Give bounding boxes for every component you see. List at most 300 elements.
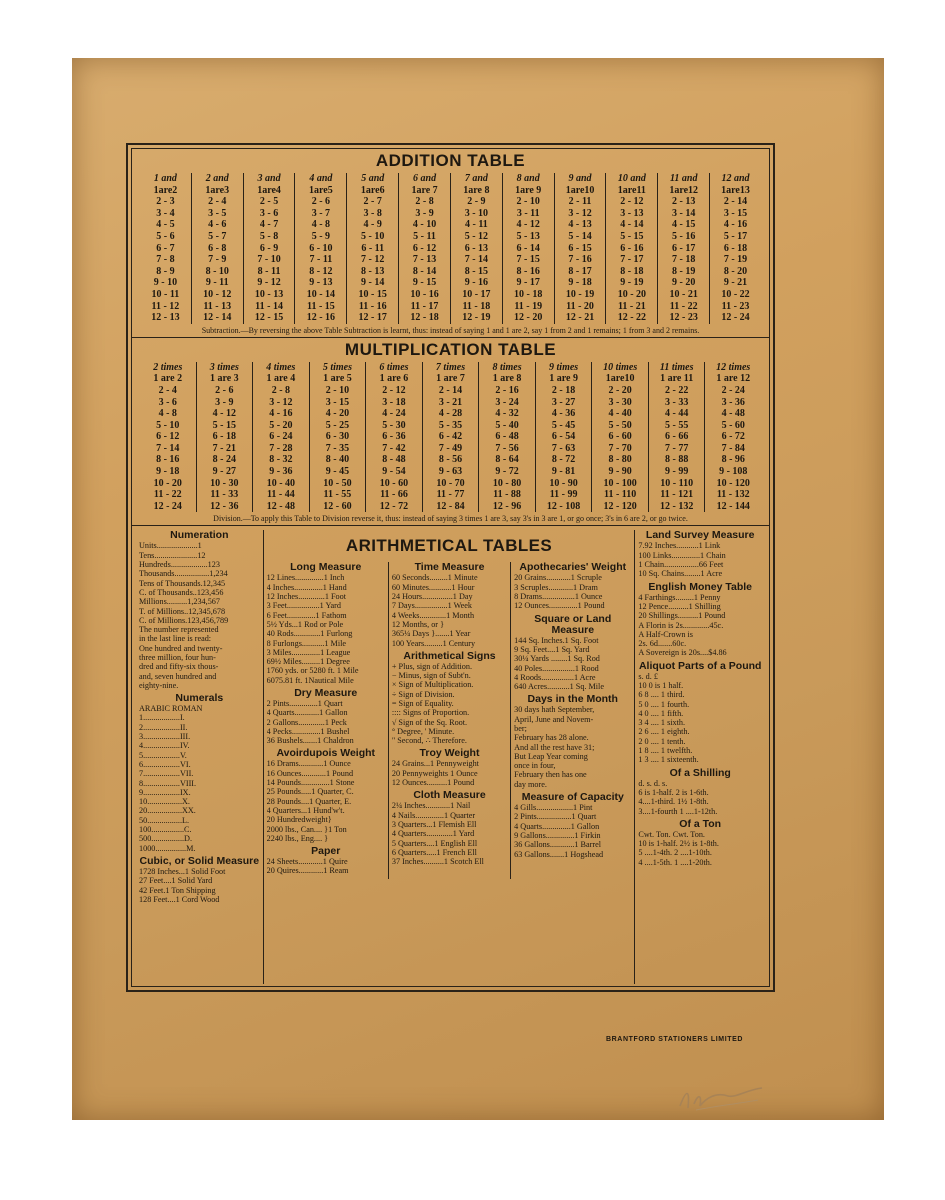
section-line: 50.................L. (139, 815, 190, 825)
addition-column (191, 173, 243, 324)
section-title: Measure of Capacity (521, 791, 624, 804)
multiplication-table (140, 362, 761, 513)
addition-cell: 9 - 15 (412, 277, 437, 289)
addition-column (398, 173, 450, 324)
section-title: English Money Table (648, 580, 753, 593)
multiplication-cell: 2 - 10 (325, 384, 350, 396)
addition-cell: 6 - 18 (723, 242, 748, 254)
addition-cell: 4 - 14 (620, 219, 644, 231)
section-line: 4 Quarts..............1 Gallon (514, 821, 600, 831)
section-title: Cubic, or Solid Measure (139, 854, 260, 867)
measure-column-3 (510, 562, 634, 878)
addition-column (243, 173, 295, 324)
addition-cell: 11 - 20 (566, 300, 594, 312)
addition-column-head: 12 and (721, 173, 750, 184)
arithmetical-title: ARITHMETICAL TABLES (345, 536, 553, 556)
addition-cell: 7 - 19 (723, 254, 748, 266)
section-line: 12 Ounces..........1 Pound (391, 778, 475, 788)
section-line: 1 8 .... 1 twelfth. (638, 746, 693, 756)
addition-cell: 11 - 23 (721, 300, 750, 312)
multiplication-column-head: 12 times (716, 361, 751, 373)
multiplication-cell: 9 - 63 (438, 466, 463, 478)
addition-cell: 9 - 10 (153, 277, 178, 289)
section-line: 8 Furlongs...........1 Mile (266, 638, 347, 648)
addition-cell: 2 - 11 (568, 196, 592, 208)
section-line: 4 Pecks..............1 Bushel (266, 726, 350, 736)
multiplication-column (196, 362, 253, 513)
addition-cell: 7 - 17 (620, 254, 644, 266)
multiplication-cell: 7 - 49 (438, 442, 463, 454)
section-line: 12 Ounces..............1 Pound (514, 601, 605, 611)
multiplication-cell: 11 - 99 (549, 489, 578, 501)
section-line: 63 Gallons.......1 Hogshead (514, 849, 604, 859)
section-line: ÷ Sign of Division. (391, 689, 455, 699)
addition-cell: 1are4 (257, 184, 281, 196)
section-line: 10 Sq. Chains........1 Acre (638, 569, 723, 579)
handwritten-mark (676, 1080, 766, 1114)
section-line: 500................D. (139, 834, 192, 844)
multiplication-cell: 6 - 42 (438, 431, 463, 443)
section-line: But Leap Year coming (514, 751, 588, 761)
section-line: :::: Signs of Proportion. (391, 708, 470, 718)
addition-column (450, 173, 502, 324)
addition-cell: 12 - 18 (410, 312, 439, 324)
section-line: 7.92 Inches...........1 Link (638, 541, 721, 551)
addition-cell: 7 - 16 (568, 254, 592, 266)
addition-cell: 6 - 14 (516, 242, 540, 254)
multiplication-cell: 4 - 44 (665, 408, 689, 420)
multiplication-cell: 1 are 4 (266, 373, 296, 385)
multiplication-cell: 10 - 60 (379, 477, 409, 489)
section-line: × Sign of Multiplication. (391, 680, 474, 690)
table-section (638, 582, 762, 658)
addition-cell: 10 - 15 (358, 288, 387, 300)
section-title: Square or Land Measure (534, 612, 612, 636)
addition-cell: 10 - 18 (514, 288, 543, 300)
multiplication-cell: 2 - 20 (608, 384, 632, 396)
addition-cell: 11 - 21 (617, 300, 646, 312)
tables-inner (131, 148, 770, 987)
multiplication-cell: 8 - 96 (721, 454, 745, 466)
section-line: ARABIC ROMAN (139, 704, 203, 714)
section-line: 640 Acres...........1 Sq. Mile (514, 682, 604, 692)
section-line: 2 Pints.................1 Quart (514, 812, 597, 822)
addition-cell: 5 - 12 (464, 230, 489, 242)
addition-cell: 10 - 14 (306, 288, 336, 300)
addition-cell: 10 - 13 (254, 288, 284, 300)
section-line: 12 Months, or } (391, 619, 445, 629)
section-line: 16 Drams............1 Ounce (266, 759, 351, 769)
table-section (392, 562, 507, 647)
addition-cell: 6 - 13 (464, 242, 489, 254)
section-line: 4 Gills..................1 Pint (514, 803, 593, 813)
multiplication-cell: 7 - 14 (156, 442, 180, 454)
multiplication-cell: 4 - 24 (382, 408, 406, 420)
multiplication-cell: 1 are 3 (209, 373, 239, 385)
multiplication-cell: 9 - 45 (325, 466, 350, 478)
addition-cell: 10 - 19 (565, 288, 595, 300)
multiplication-cell: 2 - 4 (158, 384, 177, 396)
multiplication-cell: 7 - 21 (212, 442, 236, 454)
section-line: 9 Sq. Feet....1 Sq. Yard (514, 644, 590, 654)
subtraction-note: Subtraction.—By reversing the above Table Subtraction is learnt, thus: instead of saying 1 and 1 are 2, say 1 from 2 and 1 remains; 1 from 3 and 2 remains. (132, 324, 769, 338)
section-line: 3....1-fourth 1 ....1-12th. (638, 806, 718, 816)
section-line: eighty-nine. (139, 680, 179, 690)
section-line: day more. (514, 779, 547, 789)
multiplication-column-head: 7 times (435, 361, 466, 373)
addition-cell: 5 - 14 (568, 230, 592, 242)
addition-cell: 10 - 21 (669, 288, 698, 300)
section-line: 1760 yds. or 5280 ft. 1 Mile (266, 666, 359, 676)
multiplication-cell: 6 - 60 (608, 431, 632, 443)
addition-cell: 6 - 15 (568, 242, 592, 254)
multiplication-cell: 3 - 36 (721, 396, 745, 408)
table-section (392, 748, 507, 787)
multiplication-cell: 11 - 33 (210, 489, 239, 501)
measure-column-1 (264, 562, 388, 878)
multiplication-cell: 11 - 121 (660, 489, 694, 501)
section-line: " Second, ∴ Therefore. (391, 736, 467, 746)
multiplication-cell: 7 - 28 (269, 442, 293, 454)
addition-column-head: 4 and (309, 173, 333, 184)
multiplication-cell: 5 - 15 (212, 419, 236, 431)
addition-cell: 5 - 17 (723, 230, 748, 242)
addition-cell: 5 - 7 (208, 230, 227, 242)
addition-cell: 9 - 20 (672, 277, 696, 289)
section-title: Aliquot Parts of a Pound (638, 659, 762, 672)
multiplication-cell: 12 - 24 (153, 500, 182, 512)
multiplication-cell: 4 - 48 (721, 408, 745, 420)
section-line: 7..................VII. (139, 769, 194, 779)
multiplication-cell: 4 - 32 (495, 408, 519, 420)
multiplication-column-head: 2 times (153, 361, 183, 373)
section-line: 25 Pounds.....1 Quarter, C. (266, 787, 354, 797)
addition-cell: 12 - 17 (358, 312, 387, 324)
table-section (267, 846, 385, 876)
addition-cell: 6 - 16 (620, 242, 644, 254)
addition-cell: 3 - 15 (723, 207, 748, 219)
section-line: 4 Roods................1 Acre (514, 672, 596, 682)
addition-cell: 1are 7 (411, 184, 438, 196)
addition-cell: 3 - 11 (516, 207, 540, 219)
addition-cell: 7 - 9 (208, 254, 227, 266)
multiplication-cell: 8 - 64 (495, 454, 519, 466)
addition-cell: 9 - 21 (723, 277, 748, 289)
addition-cell: 11 - 12 (151, 300, 180, 312)
addition-cell: 9 - 19 (620, 277, 644, 289)
multiplication-cell: 11 - 77 (436, 489, 465, 501)
multiplication-cell: 5 - 20 (269, 419, 293, 431)
section-title: Troy Weight (419, 747, 480, 760)
addition-cell: 10 - 12 (203, 288, 232, 300)
multiplication-cell: 7 - 42 (382, 442, 406, 454)
section-line: 100 Years.........1 Century (391, 638, 476, 648)
table-section (139, 856, 260, 904)
table-section (139, 530, 260, 690)
section-line: 60 Seconds.........1 Minute (391, 573, 478, 583)
addition-column (657, 173, 709, 324)
section-line: 4 0 .... 1 fifth. (638, 708, 684, 718)
multiplication-cell: 3 - 33 (665, 396, 689, 408)
section-line: 8 Drams................1 Ounce (514, 592, 603, 602)
addition-cell: 4 - 8 (311, 219, 331, 231)
multiplication-column (535, 362, 592, 513)
multiplication-cell: 12 - 108 (546, 500, 581, 512)
section-line: 8..................VIII. (139, 778, 197, 788)
section-line: − Minus, sign of Subt'n. (391, 671, 471, 681)
addition-cell: 12 - 23 (669, 312, 698, 324)
addition-column (346, 173, 398, 324)
addition-cell: 6 - 17 (672, 242, 696, 254)
addition-cell: 5 - 16 (672, 230, 696, 242)
section-line: 4 Inches..............1 Hand (266, 582, 347, 592)
addition-cell: 4 - 7 (259, 219, 279, 231)
numeration-column (136, 530, 263, 984)
addition-cell: 4 - 15 (672, 219, 696, 231)
multiplication-cell: 9 - 81 (551, 466, 576, 478)
table-section (514, 792, 631, 859)
section-line: 20 Shillings..........1 Pound (638, 611, 726, 621)
section-line: A Half-Crown is (638, 629, 693, 639)
multiplication-title: MULTIPLICATION TABLE (344, 339, 557, 359)
multiplication-column-head: 10 times (603, 361, 638, 373)
section-line: 4..................IV. (139, 741, 190, 751)
multiplication-cell: 3 - 15 (325, 396, 350, 408)
addition-cell: 6 - 11 (361, 242, 385, 254)
multiplication-cell: 4 - 16 (269, 408, 293, 420)
table-section (514, 562, 631, 610)
section-line: 144 Sq. Inches.1 Sq. Foot (514, 635, 599, 645)
multiplication-cell: 8 - 24 (212, 454, 236, 466)
addition-column (140, 173, 191, 324)
section-line: 1 Chain.................66 Feet (638, 560, 724, 570)
addition-column-head: 9 and (568, 173, 592, 184)
addition-cell: 7 - 13 (412, 254, 437, 266)
section-line: February then has one (514, 770, 587, 780)
addition-cell: 11 - 18 (462, 300, 491, 312)
multiplication-cell: 6 - 72 (721, 431, 745, 443)
addition-cell: 8 - 14 (412, 265, 437, 277)
addition-cell: 9 - 13 (309, 277, 333, 289)
section-line: 100 Links..............1 Chain (638, 550, 726, 560)
addition-cell: 10 - 22 (721, 288, 750, 300)
section-line: 3..................III. (139, 732, 191, 742)
addition-column-head: 3 and (257, 173, 281, 184)
multiplication-cell: 2 - 14 (438, 384, 463, 396)
section-line: 10.................X. (139, 797, 190, 807)
section-title: Paper (311, 845, 341, 858)
multiplication-cell: 4 - 12 (212, 408, 236, 420)
addition-cell: 11 - 17 (410, 300, 439, 312)
section-title: Avoirdupois Weight (276, 747, 376, 760)
multiplication-cell: 1 are 5 (323, 373, 352, 385)
addition-cell: 2 - 10 (516, 196, 540, 208)
addition-cell: 2 - 14 (723, 196, 748, 208)
addition-cell: 3 - 6 (259, 207, 279, 219)
multiplication-cell: 7 - 63 (551, 442, 576, 454)
multiplication-column (648, 362, 705, 513)
addition-cell: 7 - 14 (464, 254, 489, 266)
multiplication-cell: 8 - 80 (608, 454, 632, 466)
addition-cell: 3 - 4 (156, 207, 175, 219)
addition-cell: 3 - 5 (208, 207, 227, 219)
addition-cell: 12 - 15 (254, 312, 284, 324)
multiplication-cell: 2 - 22 (665, 384, 689, 396)
addition-cell: 5 - 13 (516, 230, 540, 242)
multiplication-cell: 7 - 70 (608, 442, 632, 454)
addition-cell: 4 - 13 (568, 219, 592, 231)
table-section (638, 768, 762, 816)
multiplication-column (252, 362, 309, 513)
multiplication-cell: 5 - 10 (156, 419, 180, 431)
multiplication-cell: 2 - 12 (382, 384, 406, 396)
section-title: Numerals (175, 692, 224, 705)
multiplication-cell: 7 - 77 (665, 442, 689, 454)
table-section (267, 748, 385, 843)
multiplication-cell: 8 - 32 (269, 454, 293, 466)
multiplication-cell: 3 - 6 (158, 396, 177, 408)
multiplication-cell: 10 - 30 (210, 477, 239, 489)
center-block (263, 530, 635, 984)
multiplication-cell: 12 - 96 (492, 500, 522, 512)
section-line: ° Degree, ' Minute. (391, 726, 455, 736)
addition-cell: 2 - 5 (259, 196, 279, 208)
addition-cell: 8 - 19 (672, 265, 696, 277)
table-section (139, 693, 260, 853)
section-line: 37 Inches..........1 Scotch Ell (391, 857, 484, 867)
multiplication-cell: 5 - 35 (438, 419, 463, 431)
multiplication-cell: 9 - 36 (269, 466, 293, 478)
section-title: Numeration (170, 530, 229, 542)
publisher-imprint: BRANTFORD STATIONERS LIMITED (606, 1036, 744, 1043)
multiplication-cell: 5 - 40 (495, 419, 519, 431)
section-line: 3 Feet................1 Yard (266, 601, 341, 611)
section-line: 128 Feet....1 Cord Wood (139, 894, 220, 904)
multiplication-cell: 12 - 120 (603, 500, 637, 512)
multiplication-cell: 11 - 44 (266, 489, 295, 501)
multiplication-cell: 10 - 70 (436, 477, 465, 489)
addition-cell: 8 - 13 (361, 265, 385, 277)
multiplication-cell: 10 - 90 (549, 477, 578, 489)
addition-cell: 8 - 16 (516, 265, 540, 277)
addition-cell: 8 - 9 (156, 265, 175, 277)
addition-cell: 4 - 12 (516, 219, 540, 231)
multiplication-cell: 6 - 54 (551, 431, 576, 443)
multiplication-column (422, 362, 479, 513)
multiplication-cell: 4 - 20 (325, 408, 350, 420)
multiplication-cell: 1 are 8 (492, 373, 522, 385)
section-line: Tens of Thousands.12,345 (139, 578, 226, 588)
multiplication-cell: 11 - 66 (380, 489, 408, 501)
section-line: 40 Rods.............1 Furlong (266, 629, 353, 639)
addition-cell: 8 - 20 (723, 265, 748, 277)
section-line: 2 Pints..............1 Quart (266, 699, 343, 708)
table-section (267, 688, 385, 745)
section-line: 24 Sheets............1 Quire (266, 857, 348, 867)
section-line: + Plus, sign of Addition. (391, 661, 472, 671)
addition-cell: 6 - 9 (259, 242, 279, 254)
multiplication-cell: 12 - 36 (210, 500, 239, 512)
table-section (514, 614, 631, 692)
section-line: The number represented (139, 625, 219, 635)
multiplication-cell: 9 - 108 (719, 466, 748, 478)
arithmetical-tables (132, 526, 769, 986)
addition-cell: 3 - 10 (464, 207, 489, 219)
section-line: 12 Pence..........1 Shilling (638, 601, 721, 611)
section-line: T. of Millions..12,345,678 (139, 606, 226, 616)
addition-column-head: 5 and (361, 173, 385, 184)
section-line: 24 Grains...1 Pennyweight (391, 759, 479, 769)
addition-cell: 2 - 12 (620, 196, 644, 208)
multiplication-cell: 1 are 9 (549, 373, 578, 385)
addition-cell: 10 - 11 (151, 288, 180, 300)
multiplication-cell: 8 - 56 (438, 454, 463, 466)
multiplication-cell: 9 - 18 (156, 466, 180, 478)
section-line: 2¼ Inches............1 Nail (391, 801, 471, 811)
multiplication-column-head: 4 times (266, 361, 296, 373)
section-line: 3 4 .... 1 sixth. (638, 718, 686, 728)
multiplication-cell: 2 - 8 (271, 384, 291, 396)
addition-cell: 9 - 16 (464, 277, 489, 289)
addition-title: ADDITION TABLE (375, 151, 526, 170)
section-title: Of a Ton (679, 817, 722, 830)
section-line: 6 is 1-half. 2 is 1-6th. (638, 787, 709, 797)
section-title: Time Measure (414, 562, 485, 574)
section-line: 1728 Inches...1 Solid Foot (139, 866, 226, 876)
addition-cell: 2 - 7 (363, 196, 382, 208)
addition-cell: 5 - 9 (311, 230, 331, 242)
multiplication-cell: 6 - 48 (495, 431, 519, 443)
addition-cell: 7 - 10 (257, 254, 281, 266)
multiplication-column (478, 362, 535, 513)
multiplication-cell: 5 - 50 (608, 419, 632, 431)
addition-cell: 12 - 16 (306, 312, 336, 324)
multiplication-cell: 11 - 110 (604, 489, 637, 501)
addition-cell: 8 - 15 (464, 265, 489, 277)
addition-cell: 4 - 16 (723, 219, 748, 231)
section-title: Long Measure (290, 562, 362, 574)
section-line: February has 28 alone. (514, 733, 589, 743)
section-line: 4 Nails..............1 Quarter (391, 810, 476, 820)
section-line: 27 Feet....1 Solid Yard (139, 876, 213, 886)
section-line: in the last line is read: (139, 634, 212, 644)
addition-cell: 12 - 19 (462, 312, 491, 324)
addition-cell: 1are5 (309, 184, 333, 196)
addition-column (554, 173, 606, 324)
addition-column-head: 6 and (413, 173, 437, 184)
section-line: One hundred and twenty- (139, 643, 223, 653)
addition-cell: 10 - 16 (410, 288, 439, 300)
section-line: 16 Ounces............1 Pound (266, 768, 354, 778)
addition-cell: 2 - 3 (156, 196, 175, 208)
addition-cell: 12 - 24 (721, 312, 750, 324)
addition-cell: 4 - 6 (208, 219, 227, 231)
addition-cell: 5 - 15 (620, 230, 644, 242)
addition-cell: 11 - 14 (255, 300, 283, 312)
section-line: 3 Quarters...1 Flemish Ell (391, 819, 477, 829)
multiplication-cell: 11 - 22 (153, 489, 182, 501)
multiplication-cell: 3 - 21 (438, 396, 463, 408)
section-line: 5..................V. (139, 750, 187, 760)
multiplication-column (704, 362, 761, 513)
section-line: Hundreds..................123 (139, 560, 220, 570)
addition-cell: 1are2 (153, 184, 178, 196)
section-line: 1000...............M. (139, 843, 196, 853)
section-title: Cloth Measure (413, 789, 486, 802)
multiplication-cell: 6 - 30 (325, 431, 350, 443)
addition-cell: 8 - 12 (309, 265, 333, 277)
section-line: 2240 lbs., Eng.... } (266, 833, 329, 843)
